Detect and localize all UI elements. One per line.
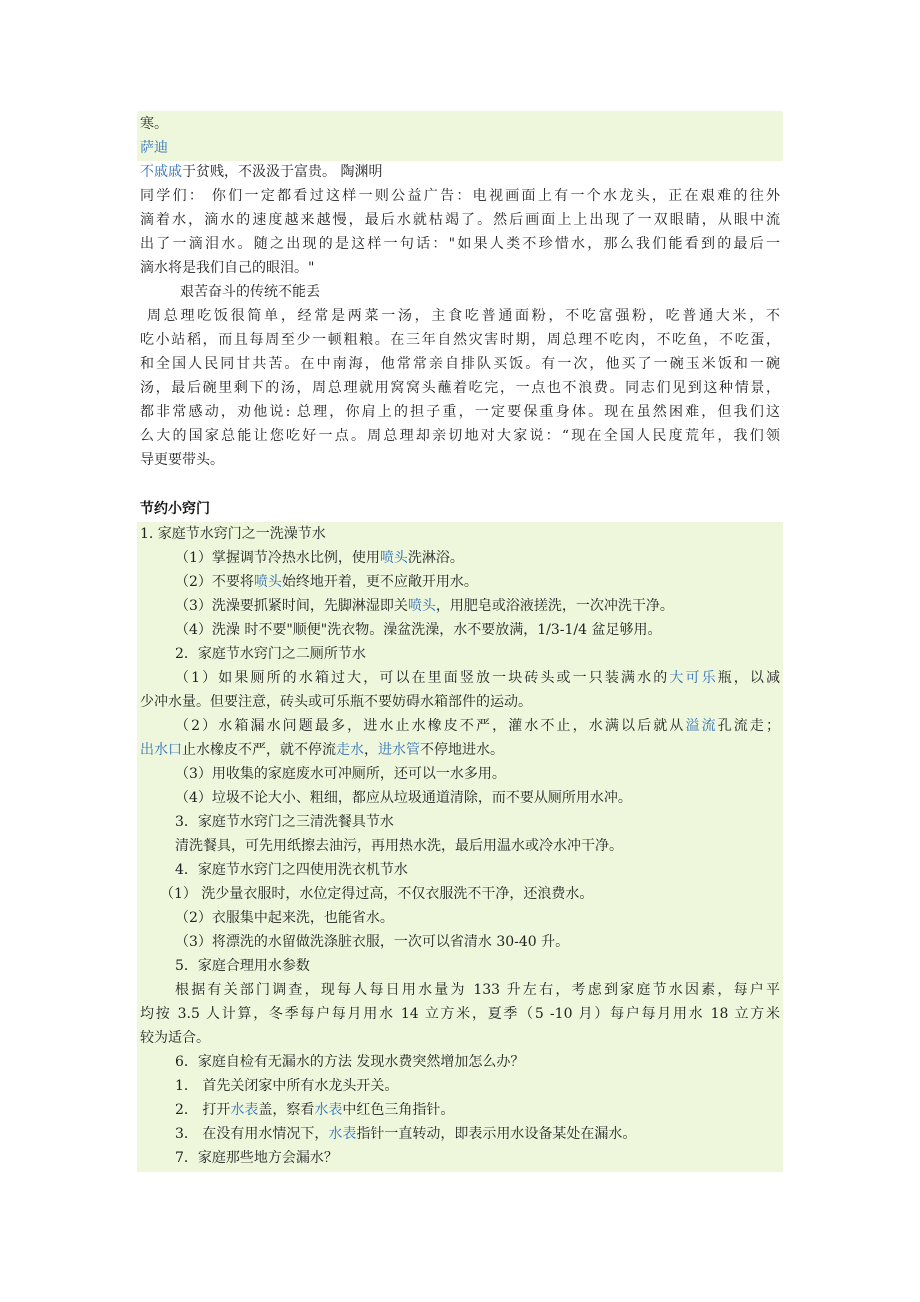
tip4-title: 4．家庭节水窍门之四使用洗衣机节水	[175, 862, 408, 878]
water-meter-link[interactable]: 水表	[328, 1126, 357, 1142]
section-title: 节约小窍门	[140, 501, 210, 517]
showerhead-link[interactable]: 喷头	[253, 574, 282, 590]
text: ，用肥皂或浴液搓洗，一次冲洗干净。	[435, 598, 674, 614]
text: 2． 打开	[175, 1102, 231, 1118]
text: （2）不要将	[175, 574, 254, 590]
tip2-item-3: （3）用收集的家庭废水可冲厕所，还可以一水多用。	[175, 766, 506, 782]
showerhead-link[interactable]: 喷头	[407, 598, 436, 614]
text: 始终地开着，更不应敞开用水。	[281, 574, 478, 590]
tip4-item-2: （2）衣服集中起来洗，也能省水。	[175, 910, 394, 926]
inlet-pipe-link[interactable]: 进水管	[378, 742, 420, 758]
quote-text: 于贫贱，不汲汲于富贵。 陶渊明	[182, 164, 383, 180]
tip5-line-1: 根据有关部门调查，现每人每日用水量为 133 升左右，考虑到家庭节水因素，每户平	[175, 982, 780, 998]
text: （1）如果厕所的水箱过大，可以在里面竖放一块砖头或一只装满水的	[175, 670, 670, 686]
overflow-link[interactable]: 溢流	[685, 718, 718, 734]
leak-link[interactable]: 走水	[336, 742, 364, 758]
text: 不停地进水。	[420, 742, 504, 758]
p2-line-2: 吃小站稻，而且每周至少一顿粗粮。在三年自然灾害时期，周总理不吃肉，不吃鱼，不吃蛋，	[140, 332, 780, 348]
text-line: 寒。	[140, 116, 168, 132]
showerhead-link[interactable]: 喷头	[379, 550, 408, 566]
tip2-title: 2．家庭节水窍门之二厕所节水	[175, 646, 366, 662]
tip5-line-3: 较为适合。	[140, 1030, 210, 1046]
tip1-item-3	[175, 594, 674, 618]
tip6-item-1: 1． 首先关闭家中所有水龙头开关。	[175, 1078, 399, 1094]
tip1-title: 1. 家庭节水窍门之一洗澡节水	[140, 526, 326, 542]
p2-line-1: 周总理吃饭很简单，经常是两菜一汤，主食吃普通面粉，不吃富强粉，吃普通大米，不	[147, 308, 780, 324]
outlet-link[interactable]: 出水口	[140, 742, 182, 758]
tip6-item-2	[175, 1098, 454, 1122]
p1-line-1: 同学们： 你们一定都看过这样一则公益广告：电视画面上有一个水龙头，正在艰难的往外	[140, 188, 780, 204]
tip1-item-2	[175, 570, 478, 594]
text: 中红色三角指针。	[342, 1102, 455, 1118]
tip3-title: 3．家庭节水窍门之三清洗餐具节水	[175, 814, 394, 830]
quote-link[interactable]: 不戚戚	[140, 164, 182, 180]
text: ，	[364, 742, 378, 758]
text: 瓶，以减	[717, 670, 781, 686]
tip1-item-1	[175, 546, 464, 570]
tip4-item-1: （1） 洗少量衣服时，水位定得过高，不仅衣服洗不干净，还浪费水。	[160, 886, 594, 902]
tip2-item-4: （4）垃圾不论大小、粗细，都应从垃圾通道清除，而不要从厕所用水冲。	[175, 790, 632, 806]
tip2-item-2-cont	[140, 738, 504, 762]
text: （3）洗澡要抓紧时间，先脚淋湿即关	[175, 598, 408, 614]
tip5-title: 5．家庭合理用水参数	[175, 958, 310, 974]
tip7-title: 7．家庭那些地方会漏水？	[175, 1150, 338, 1166]
tip1-item-4: （4）洗澡 时不要"顺便"洗衣物。澡盆洗澡，水不要放满，1/3-1/4 盆足够用。	[175, 622, 662, 638]
tip5-line-2: 均按 3.5 人计算，冬季每户每月用水 14 立方米，夏季（5 -10 月）每户每月用水 18 立方米	[140, 1006, 780, 1022]
top-quote-block	[137, 111, 783, 161]
p1-line-3: 出了一滴泪水。随之出现的是这样一句话："如果人类不珍惜水，那么我们能看到的最后一	[140, 236, 780, 252]
quote-line	[140, 160, 382, 184]
text: 指针一直转动，即表示用水设备某处在漏水。	[356, 1126, 637, 1142]
water-meter-link[interactable]: 水表	[230, 1102, 259, 1118]
cola-link[interactable]: 大可乐	[669, 670, 718, 686]
p2-line-4: 汤，最后碗里剩下的汤，周总理就用窝窝头蘸着吃完，一点也不浪费。同志们见到这种情景，	[140, 380, 780, 396]
p2-line-3: 和全国人民同甘共苦。在中南海，他常常亲自排队买饭。有一次，他买了一碗玉米饭和一碗	[140, 356, 780, 372]
p2-line-6: 么大的国家总能让您吃好一点。周总理却亲切地对大家说：“现在全国人民度荒年，我们领	[140, 428, 780, 444]
tip6-title: 6．家庭自检有无漏水的方法 发现水费突然增加怎么办？	[175, 1054, 525, 1070]
tip3-item-1: 清洗餐具，可先用纸擦去油污，再用热水洗，最后用温水或冷水冲干净。	[175, 838, 623, 854]
tip2-item-1-cont: 少冲水量。但要注意，砖头或可乐瓶不要妨碍水箱部件的运动。	[140, 694, 532, 710]
text: 3． 在没有用水情况下，	[175, 1126, 329, 1142]
author-link[interactable]: 萨迪	[140, 140, 168, 156]
p2-line-5: 都非常感动，劝他说: 总理，你肩上的担子重，一定要保重身体。现在虽然困难，但我们这	[140, 404, 780, 420]
p1-line-2: 滴着水，滴水的速度越来越慢，最后水就枯竭了。然后画面上上出现了一双眼睛，从眼中流	[140, 212, 780, 228]
text: 止水橡皮不严，就不停流	[182, 742, 336, 758]
tip2-item-1	[175, 666, 780, 690]
text: （1）掌握调节冷热水比例，使用	[175, 550, 380, 566]
text: 洗淋浴。	[407, 550, 464, 566]
water-meter-link[interactable]: 水表	[314, 1102, 343, 1118]
tip6-item-3	[175, 1122, 636, 1146]
subtitle: 艰苦奋斗的传统不能丢	[180, 284, 320, 300]
tip4-item-3: （3）将漂洗的水留做洗涤脏衣服，一次可以省清水 30-40 升。	[175, 934, 570, 950]
text: （2）水箱漏水问题最多，进水止水橡皮不严，灌水不止，水满以后就从	[175, 718, 686, 734]
text: 盖，察看	[258, 1102, 315, 1118]
p1-line-4: 滴水将是我们自己的眼泪。"	[140, 260, 315, 276]
p2-line-7: 导更要带头。	[140, 452, 224, 468]
text: 孔流走；	[717, 718, 781, 734]
tip2-item-2	[175, 714, 780, 738]
